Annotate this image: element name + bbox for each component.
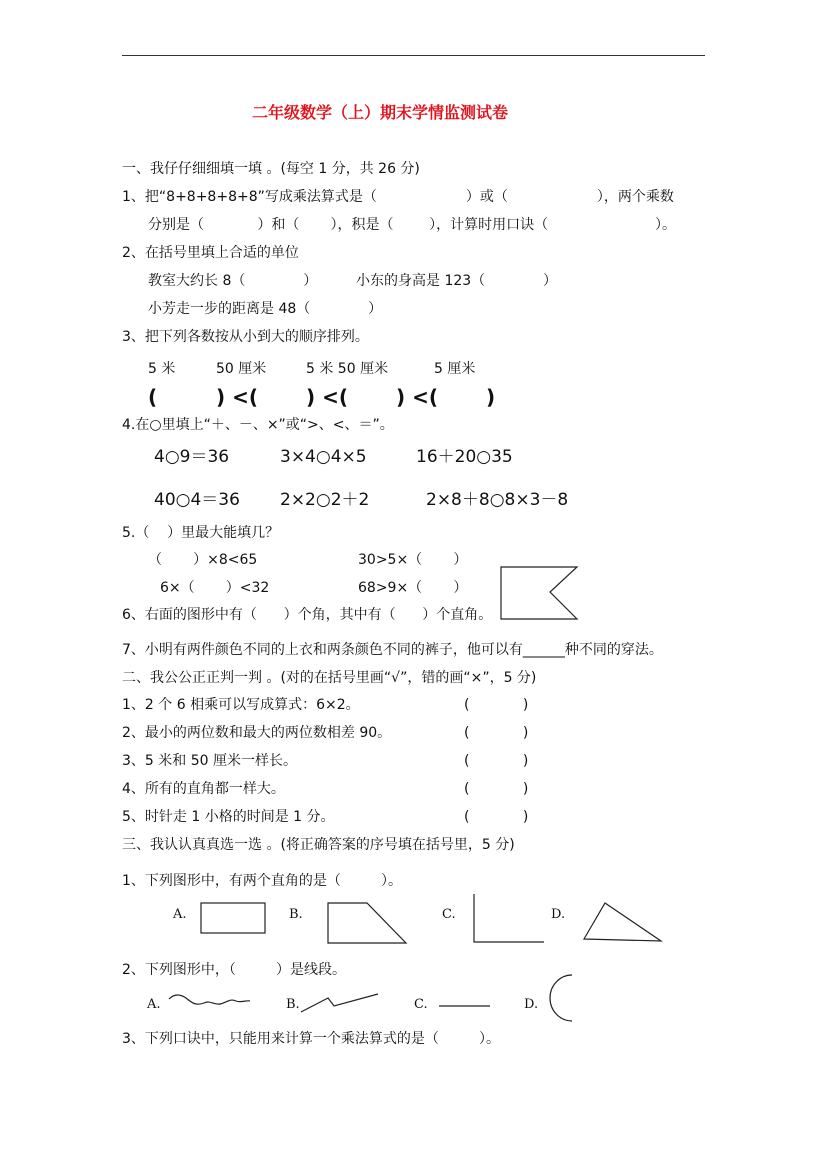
top-rule (122, 55, 705, 56)
option-label-a: A. (173, 907, 187, 922)
q3-item: 5 厘米 (434, 361, 476, 377)
judge-item-3: 3、5 米和 50 厘米一样长。 (122, 753, 297, 769)
question-4: 4.在○里填上“＋、－、×”或“>、<、＝”。 (122, 417, 394, 433)
question-7: 7、小明有两件颜色不同的上衣和两条颜色不同的裤子，他可以有______种不同的穿法。 (122, 642, 663, 658)
right-angle-figure (473, 893, 547, 945)
question-5: 5.（ ）里最大能填几？ (122, 525, 280, 541)
q4-expression: 3×4○4×5 (280, 447, 367, 467)
q3-order-blank: ) <( (306, 385, 349, 409)
option-label-a: A. (147, 997, 161, 1012)
q5-item: 68>9×（ ） (358, 580, 468, 596)
judge-item-5: 5、时针走 1 小格的时间是 1 分。 (122, 809, 335, 825)
option-label-c: C. (442, 907, 456, 922)
q5-item: （ ）×8<65 (148, 552, 258, 568)
arc-figure (548, 974, 578, 1024)
q3-order-blank: ) <( (396, 385, 439, 409)
question-1-line-1: 1、把“8+8+8+8+8”写成乘法算式是（ ）或（ ），两个乘数 (122, 189, 674, 205)
section-3-heading: 三、我认认真真选一选 。(将正确答案的序号填在括号里，5 分) (122, 837, 515, 853)
q4-expression: 4○9＝36 (154, 447, 230, 467)
judge-answer-paren: ( ) (464, 781, 529, 797)
question-2: 2、在括号里填上合适的单位 (122, 245, 299, 261)
q3-item: 5 米 50 厘米 (306, 361, 389, 377)
judge-answer-paren: ( ) (464, 697, 529, 713)
judge-answer-paren: ( ) (464, 753, 529, 769)
judge-answer-paren: ( ) (464, 809, 529, 825)
option-label-b: B. (289, 907, 303, 922)
page-title: 二年级数学（上）期末学情监测试卷 (252, 103, 509, 122)
section-2-heading: 二、我公公正正判一判 。(对的在括号里画“√”，错的画“×”，5 分) (122, 670, 537, 686)
option-label-d: D. (551, 907, 566, 922)
question-3: 3、把下列各数按从小到大的顺序排列。 (122, 329, 369, 345)
question-2c: 小芳走一步的距离是 48（ ） (148, 301, 383, 317)
question-2a: 教室大约长 8（ ） (148, 273, 318, 289)
choice-question-3: 3、下列口诀中，只能用来计算一个乘法算式的是（ ）。 (122, 1031, 500, 1047)
zigzag-line-figure (300, 992, 380, 1014)
q3-order-blank: ( (148, 385, 158, 409)
q4-expression: 2×2○2＋2 (280, 490, 370, 510)
judge-item-1: 1、2 个 6 相乘可以写成算式：6×2。 (122, 697, 360, 713)
q4-expression: 2×8＋8○8×3－8 (426, 490, 569, 510)
option-label-b: B. (286, 997, 300, 1012)
line-segment-figure (438, 998, 492, 1010)
question-6: 6、右面的图形中有（ ）个角，其中有（ ）个直角。 (122, 607, 493, 623)
wavy-line-figure (168, 992, 252, 1012)
choice-question-1: 1、下列图形中，有两个直角的是（ ）。 (122, 873, 402, 889)
question-1-line-2: 分别是（ ）和（ ），积是（ ），计算时用口诀（ ）。 (148, 217, 676, 233)
rectangle-figure (200, 902, 268, 936)
q3-item: 5 米 (148, 361, 176, 377)
q4-expression: 16＋20○35 (416, 447, 513, 467)
option-label-c: C. (414, 997, 428, 1012)
flag-shape-figure (500, 566, 580, 622)
q3-order-blank: ) <( (216, 385, 259, 409)
q4-expression: 40○4＝36 (154, 490, 240, 510)
section-1-heading: 一、我仔仔细细填一填 。(每空 1 分，共 26 分) (122, 161, 420, 177)
q3-item: 50 厘米 (216, 361, 267, 377)
option-label-d: D. (524, 997, 539, 1012)
q5-item: 6×（ ）<32 (160, 580, 270, 596)
judge-item-4: 4、所有的直角都一样大。 (122, 781, 285, 797)
choice-question-2: 2、下列图形中，（ ）是线段。 (122, 962, 346, 978)
triangle-figure (583, 902, 663, 944)
trapezoid-figure (327, 902, 409, 946)
q5-item: 30>5×（ ） (358, 552, 468, 568)
question-2b: 小东的身高是 123（ ） (356, 273, 558, 289)
judge-answer-paren: ( ) (464, 725, 529, 741)
q3-order-blank: ) (486, 385, 496, 409)
judge-item-2: 2、最小的两位数和最大的两位数相差 90。 (122, 725, 392, 741)
